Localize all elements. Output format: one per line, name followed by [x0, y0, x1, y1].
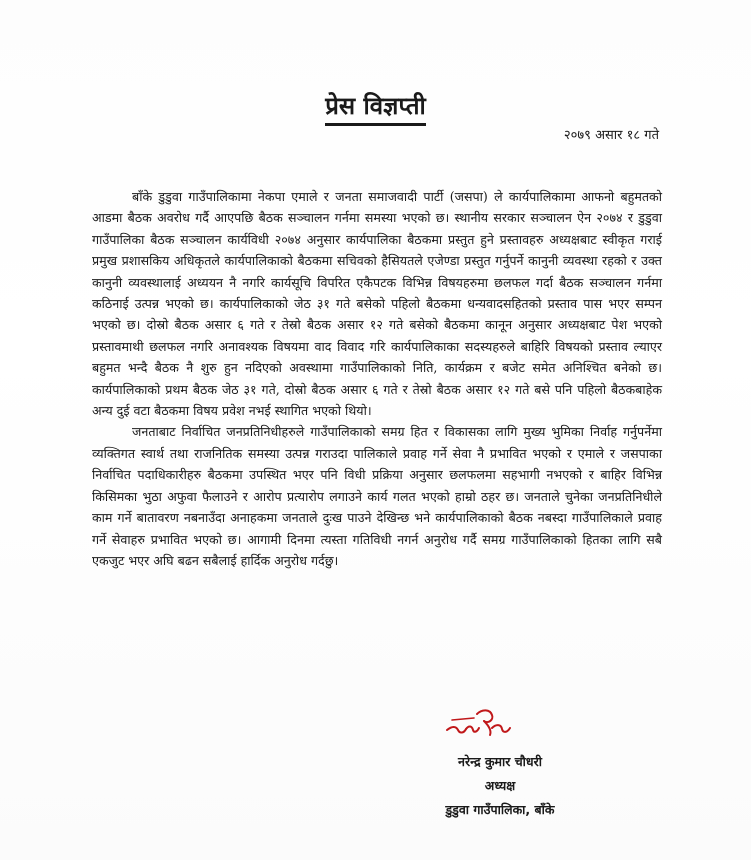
document-title-text: प्रेस विज्ञप्ती: [325, 90, 425, 126]
handwritten-signature: [444, 706, 514, 738]
signatory-block: [380, 750, 620, 822]
signatory-name: नरेन्द्र कुमार चौधरी: [458, 754, 542, 769]
body-paragraph: जनताबाट निर्वाचित जनप्रतिनिधीहरुले गाउँपालिकाको समग्र हित र विकासका लागि मुख्य भुमिका निर्वाह गर्नुपर्नेमा व्यक्तिगत स्वार्थ तथा राजनितिक समस्या उत्पन्न गराउदा पालिकाले प्रवाह गर्ने सेवा नै प्रभावित भएको र एमाले र जसपाका निर्वाचित पदाधिकारीहरु बैठकमा उपस्थित भएर पनि विधी प्रक्रिया अनुसार छलफलमा सहभागी नभएको र बाहिर विभिन्न किसिमका भुठा अफुवा फैलाउने र आरोप प्रत्यारोप लगाउने कार्य गलत भएको हाम्रो ठहर छ। जनताले चुनेका जनप्रतिनिधीले काम गर्ने बातावरण नबनाउँदा अनाहकमा जनताले दुःख पाउने देखिन्छ भने कार्यपालिकाको बैठक नबस्दा गाउँपालिकाले प्रवाह गर्ने सेवाहरु प्रभावित भएको छ। आगामी दिनमा त्यस्ता गतिविधी नगर्न अनुरोध गर्दै समग्र गाउँपालिकाको हितका लागि सबै एकजुट भएर अघि बढन सबैलाई हार्दिक अनुरोध गर्दछु।: [92, 424, 662, 568]
body-paragraph: बाँके डुडुवा गाउँपालिकामा नेकपा एमाले र जनता समाजवादी पार्टी (जसपा) ले कार्यपालिकामा आफनो बहुमतको आडमा बैठक अवरोध गर्दै आएपछि बैठक सञ्चालन गर्नमा समस्या भएको छ। स्थानीय सरकार सञ्चालन ऐन २०७४ र डुडुवा गाउँपालिका बैठक सञ्चालन कार्यविधी २०७४ अनुसार कार्यपालिका बैठकमा प्रस्तुत हुने प्रस्तावहरु अध्यक्षबाट स्वीकृत गराई प्रमुख प्रशासकिय अधिकृतले कार्यपालिकाको बैठकमा सचिवको हैसियतले एजेण्डा प्रस्तुत गर्नुपर्ने कानुनी व्यवस्था रहको र उक्त कानुनी व्यवस्थालाई अध्ययन नै नगरि कार्यसूचि विपरित एकैपटक विभिन्न विषयहरुमा छलफल गर्दा बैठक सञ्चालन गर्नमा कठिनाई उत्पन्न भएको छ। कार्यपालिकाको जेठ ३१ गते बसेको पहिलो बैठकमा धन्यवादसहितको प्रस्ताव पास भएर सम्पन भएको छ। दोस्रो बैठक असार ६ गते र तेस्रो बैठक असार १२ गते बसेको बैठकमा कानून अनुसार अध्यक्षबाट पेश भएको प्रस्तावमाथी छलफल नगरि अनावश्यक विषयमा वाद विवाद गरि कार्यपालिकाका सदस्यहरुले बाहिरि विषयको प्रस्ताव ल्याएर बहुमत भन्दै बैठक नै शुरु हुन नदिएको अवस्थामा गाउँपालिकाको निति, कार्यक्रम र बजेट समेत अनिश्चित बनेको छ। कार्यपालिकाको प्रथम बैठक जेठ ३१ गते, दोस्रो बैठक असार ६ गते र तेस्रो बैठक असार १२ गते बसे पनि पहिलो बैठकबाहेक अन्य दुई वटा बैठकमा विषय प्रवेश नभई स्थागित भएको थियो।: [92, 189, 662, 419]
document-title: [0, 90, 751, 126]
document-date: २०७९ असार १८ गते: [563, 128, 659, 143]
signatory-designation: अध्यक्ष: [484, 778, 516, 793]
document-body: [92, 186, 662, 571]
signatory-office: डुडुवा गाउँपालिका, बाँके: [445, 802, 555, 817]
